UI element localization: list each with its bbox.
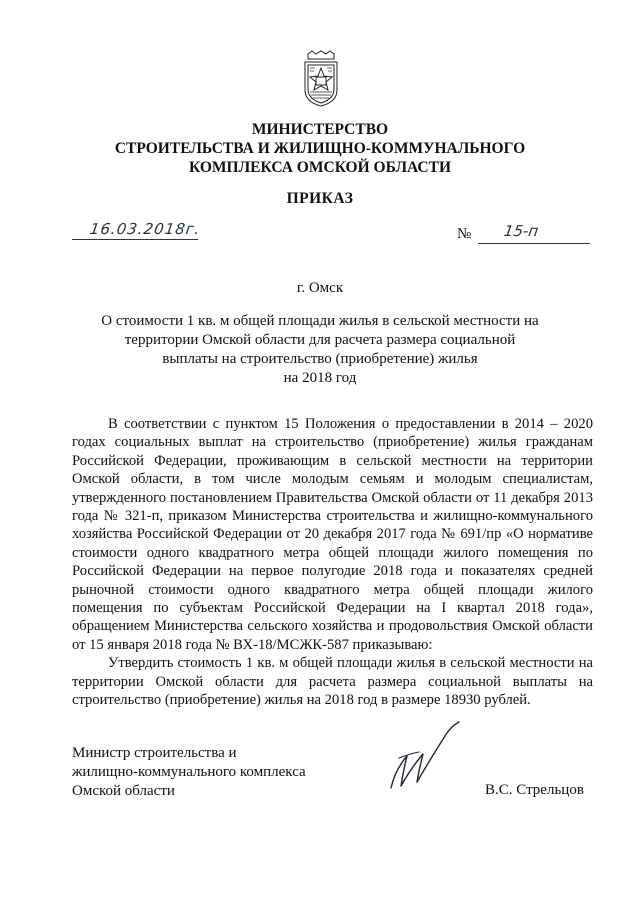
body-paragraph-2: Утвердить стоимость 1 кв. м общей площади жилья в сельской местности на территории Омской области для расчета размера социальной выплаты на строительство (приобретение) жилья на 2018 год в размере 18930 рублей. bbox=[72, 655, 593, 709]
subject-line-3: выплаты на строительство (приобретение) жилья bbox=[162, 351, 478, 367]
order-number-label: № bbox=[457, 226, 472, 242]
omsk-coat-of-arms-icon bbox=[300, 50, 342, 108]
date-underline bbox=[72, 239, 198, 240]
signer-title-line-1: Министр строительства и bbox=[72, 745, 237, 761]
body-paragraph-1: В соответствии с пунктом 15 Положения о предоставлении в 2014 – 2020 годах социальных выплат на строительство (приобретение) жилья гражданам Российской Федерации, проживающим в сельской местности на территории Омской области, в том числе молодым семьям и молодым специалистам, утвержденного постановлением Правительства Омской области от 11 декабря 2013 года № 321-п, приказом Министерства строительства и жилищно-коммунального хозяйства Российской Федерации от 20 декабря 2017 года № 691/пр «О нормативе стоимости одного квадратного метра общей площади жилого помещения по Российской Федерации на первое полугодие 2018 года и показателях средней рыночной стоимости одного квадратного метра общей площади жилого помещения по субъектам Российской Федерации на I квартал 2018 года», обращением Министерства сельского хозяйства и продовольствия Омской области от 15 января 2018 года № ВХ-18/МСЖК-587 приказываю: bbox=[72, 416, 593, 653]
subject-line-1: О стоимости 1 кв. м общей площади жилья в сельской местности на bbox=[101, 313, 539, 329]
signer-title bbox=[72, 744, 306, 801]
order-date-field bbox=[72, 218, 202, 242]
ministry-line-3: КОМПЛЕКСА ОМСКОЙ ОБЛАСТИ bbox=[188, 159, 452, 176]
order-number-handwritten: 15-п bbox=[502, 222, 540, 240]
signer-title-line-2: жилищно-коммунального комплекса bbox=[72, 764, 306, 780]
ministry-name bbox=[60, 120, 580, 177]
signer-title-line-3: Омской области bbox=[72, 783, 175, 799]
order-number-field bbox=[478, 222, 590, 246]
ministry-line-1: МИНИСТЕРСТВО bbox=[251, 121, 389, 138]
document-type-title: ПРИКАЗ bbox=[286, 190, 354, 207]
ministry-line-2: СТРОИТЕЛЬСТВА И ЖИЛИЩНО-КОММУНАЛЬНОГО bbox=[114, 140, 526, 157]
order-date-handwritten: 16.03.2018г. bbox=[88, 220, 202, 238]
handwritten-signature-icon bbox=[385, 718, 465, 798]
signer-name: В.С. Стрельцов bbox=[485, 782, 584, 798]
subject-line-2: территории Омской области для расчета размера социальной bbox=[124, 332, 516, 348]
number-underline bbox=[478, 243, 590, 244]
subject-line-4: на 2018 год bbox=[283, 370, 357, 386]
order-subject bbox=[80, 312, 560, 388]
city-of-issue: г. Омск bbox=[296, 280, 344, 296]
order-body bbox=[72, 415, 593, 710]
